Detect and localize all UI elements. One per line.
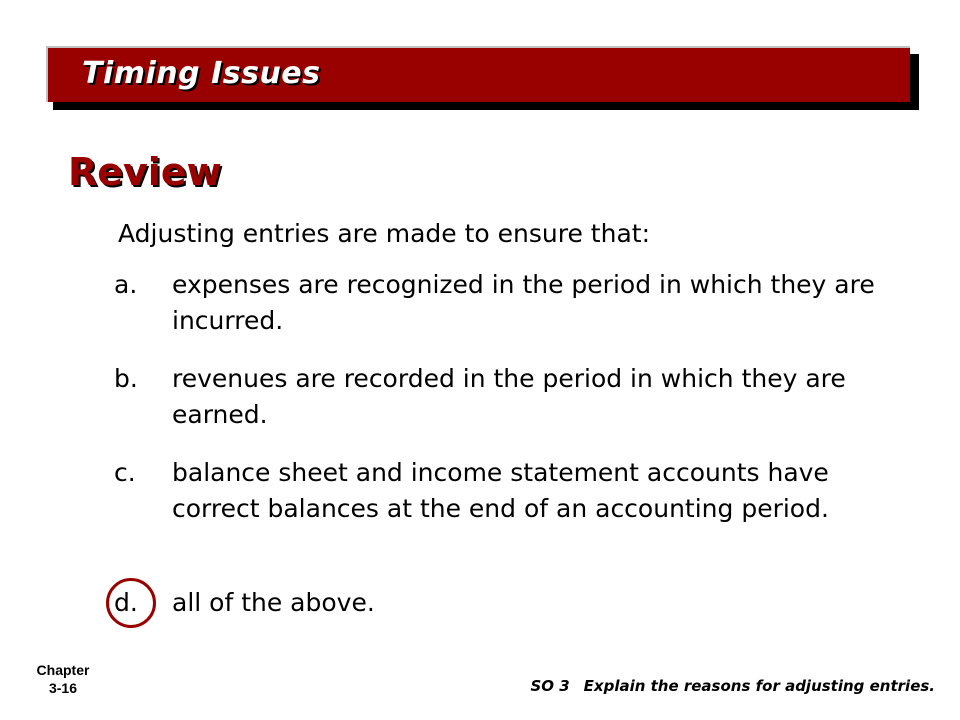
option-b (114, 361, 894, 433)
section-banner (46, 46, 910, 102)
chapter-label (28, 661, 98, 697)
option-letter: c. (114, 458, 136, 487)
question-stem: Adjusting entries are made to ensure that: (118, 219, 650, 248)
study-objective-text: Explain the reasons for adjusting entries. (583, 677, 935, 695)
correct-answer-circle (106, 578, 156, 628)
study-objective-tag: SO 3 (530, 677, 570, 695)
option-text: all of the above. (172, 588, 375, 617)
option-a (114, 267, 894, 339)
option-d (114, 585, 894, 621)
option-text: balance sheet and income statement accounts have correct balances at the end of an accounting period. (172, 458, 829, 523)
review-heading: Review (68, 150, 222, 194)
option-letter: d. (114, 588, 138, 617)
chapter-word: Chapter (36, 662, 90, 678)
option-text: revenues are recorded in the period in which they are earned. (172, 364, 846, 429)
option-letter: a. (114, 270, 138, 299)
option-c (114, 455, 894, 527)
option-text: expenses are recognized in the period in which they are incurred. (172, 270, 875, 335)
banner-title: Timing Issues (82, 56, 321, 91)
option-letter: b. (114, 364, 138, 393)
study-objective (530, 677, 935, 695)
chapter-number: 3-16 (48, 680, 78, 696)
